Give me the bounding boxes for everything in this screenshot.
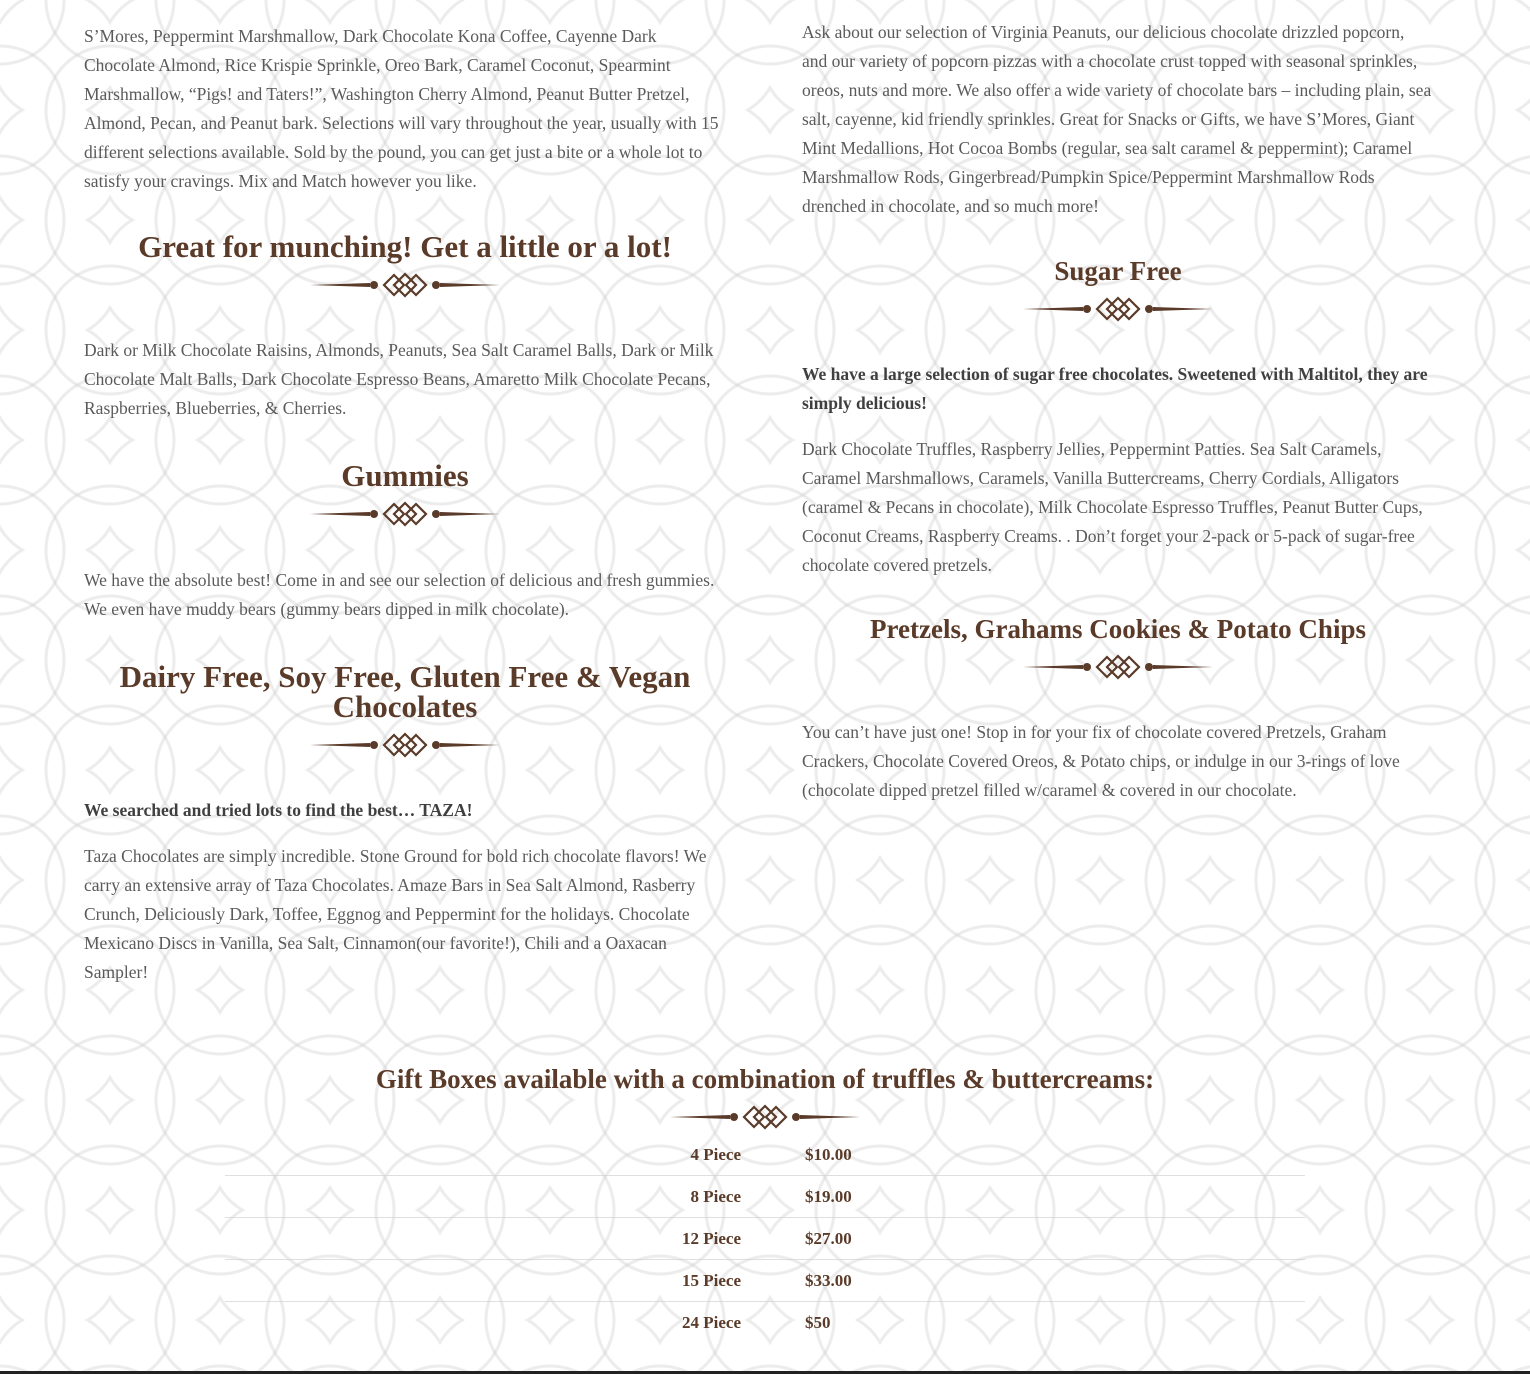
ornament-divider-icon [1023,654,1213,680]
box-size: 4 Piece [225,1134,773,1176]
ornament-divider-icon [310,501,500,527]
sugar-free-text: Dark Chocolate Truffles, Raspberry Jellies, Peppermint Patties. Sea Salt Caramels, Caramel Marshmallows, Caramels, Vanilla Buttercreams, Cherry Cordials, Alligators (caramel & Pecans in chocolate), Milk Chocolate Espresso Truffles, Peanut Butter Cups, Coconut Creams, Raspberry Creams. . Don’t forget your 2-pack or 5-pack of sugar-free chocolate covered pretzels. [802,439,1423,575]
table-row [225,1260,1305,1302]
table-row [225,1302,1305,1344]
dairy-free-section [84,659,726,987]
bark-text: S’Mores, Peppermint Marshmallow, Dark Chocolate Kona Coffee, Cayenne Dark Chocolate Almond, Rice Krispie Sprinkle, Oreo Bark, Caramel Coconut, Spearmint Marshmallow, “Pigs! and Taters!”, Washington Cherry Almond, Peanut Butter Pretzel, Almond, Pecan, and Peanut bark. Selections will vary throughout the year, usually with 15 different selections available. Sold by the pound, you can get just a bite or a whole lot to satisfy your cravings. Mix and Match however you like. [84,26,719,191]
dairy-free-heading: Dairy Free, Soy Free, Gluten Free & Vegan Chocolates [119,659,691,724]
gummies-section [84,458,726,624]
box-size: 12 Piece [225,1218,773,1260]
munching-section [84,229,726,423]
box-size: 15 Piece [225,1260,773,1302]
sugar-free-bold-text: We have a large selection of sugar free chocolates. Sweetened with Maltitol, they are simply delicious! [802,364,1428,413]
box-price: $33.00 [773,1260,1305,1302]
snacks-text: Ask about our selection of Virginia Peanuts, our delicious chocolate drizzled popcorn, and our variety of popcorn pizzas with a chocolate crust topped with seasonal sprinkles, oreos, nuts and more. We also offer a wide variety of chocolate bars – including plain, sea salt, cayenne, kid friendly sprinkles. Great for Snacks or Gifts, we have S’Mores, Giant Mint Medallions, Hot Cocoa Bombs (regular, sea salt caramel & peppermint); Caramel Marshmallow Rods, Gingerbread/Pumpkin Spice/Peppermint Marshmallow Rods drenched in chocolate, and so much more! [802,22,1432,216]
gift-boxes-heading: Gift Boxes available with a combination of truffles & buttercreams: [375,1064,1155,1094]
gift-boxes-section [225,1064,1305,1343]
gift-box-price-table [225,1134,1305,1343]
snacks-section [802,18,1434,221]
sugar-free-heading: Sugar Free [1054,256,1182,286]
pretzels-heading: Pretzels, Grahams Cookies & Potato Chips [870,614,1366,644]
gummies-heading: Gummies [341,458,469,493]
munching-text: Dark or Milk Chocolate Raisins, Almonds, Peanuts, Sea Salt Caramel Balls, Dark or Milk Chocolate Malt Balls, Dark Chocolate Espresso Beans, Amaretto Milk Chocolate Pecans, Raspberries, Blueberries, & Cherries. [84,340,714,418]
box-price: $27.00 [773,1218,1305,1260]
box-price: $19.00 [773,1176,1305,1218]
pretzels-text: You can’t have just one! Stop in for your fix of chocolate covered Pretzels, Graham Crackers, Chocolate Covered Oreos, & Potato chips, or indulge in our 3-rings of love (chocolate dipped pretzel filled w/caramel & covered in our chocolate. [802,722,1400,800]
table-row [225,1218,1305,1260]
munching-heading: Great for munching! Get a little or a lot! [138,229,672,264]
pretzels-section [802,614,1434,805]
gummies-text: We have the absolute best! Come in and see our selection of delicious and fresh gummies. We even have muddy bears (gummy bears dipped in milk chocolate). [84,570,715,619]
dairy-free-text: Taza Chocolates are simply incredible. Stone Ground for bold rich chocolate flavors! We carry an extensive array of Taza Chocolates. Amaze Bars in Sea Salt Almond, Rasberry Crunch, Deliciously Dark, Toffee, Eggnog and Peppermint for the holidays. Chocolate Mexicano Discs in Vanilla, Sea Salt, Cinnamon(our favorite!), Chili and a Oaxacan Sampler! [84,846,707,982]
box-size: 24 Piece [682,1312,741,1332]
ornament-divider-icon [310,272,500,298]
table-row [225,1176,1305,1218]
ornament-divider-icon [1023,296,1213,322]
box-size: 8 Piece [225,1176,773,1218]
sugar-free-section [802,256,1434,580]
table-row [225,1134,1305,1176]
box-price: $50 [805,1312,831,1332]
ornament-divider-icon [310,732,500,758]
ornament-divider-icon [670,1104,860,1130]
box-price: $10.00 [773,1134,1305,1176]
bark-section [84,22,726,196]
dairy-free-bold-text: We searched and tried lots to find the best… TAZA! [84,800,473,820]
